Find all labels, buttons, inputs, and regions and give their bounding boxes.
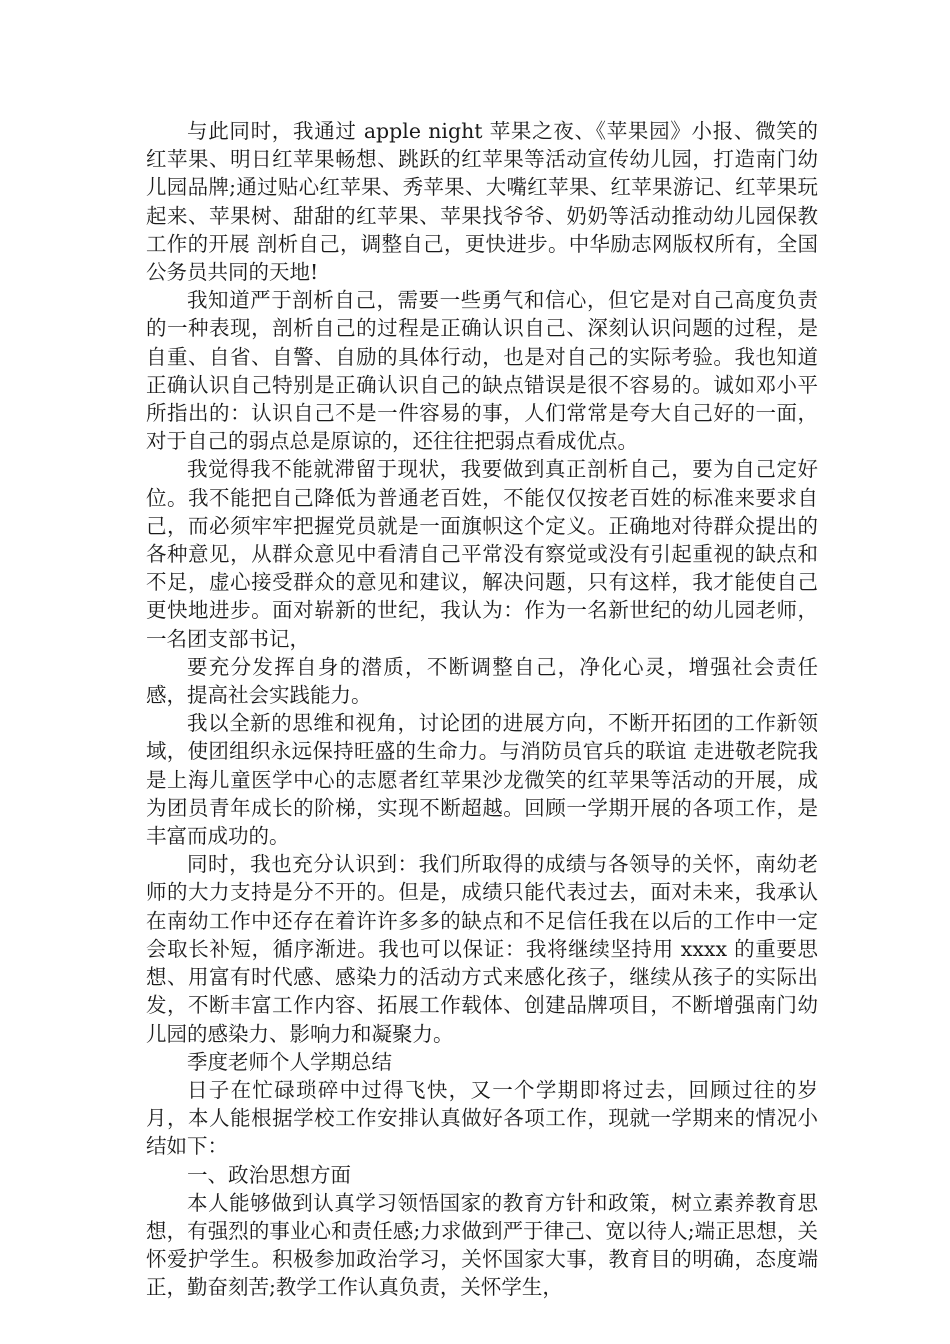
paragraph-politics: 本人能够做到认真学习领悟国家的教育方针和政策，树立素养教育思想，有强烈的事业心和责任感;力求做到严于律己、宽以待人;端正思想，关怀爱护学生。积极参加政治学习，关怀国家大事，教育目的明确，态度端正，勤奋刻苦;教学工作认真负责，关怀学生，	[146, 1190, 818, 1300]
paragraph-potential: 要充分发挥自身的潜质，不断调整自己，净化心灵，增强社会责任感，提高社会实践能力。	[146, 654, 818, 708]
paragraph-apple-activities: 与此同时，我通过 apple night 苹果之夜、《苹果园》小报、微笑的红苹果、明日红苹果畅想、跳跃的红苹果等活动宣传幼儿园，打造南门幼儿园品牌;通过贴心红苹果、秀苹果、大嘴红苹果、红苹果游记、红苹果玩起来、苹果树、甜甜的红苹果、苹果找爷爷、奶奶等活动推动幼儿园保教工作的开展 剖析自己，调整自己，更快进步。中华励志网版权所有，全国公务员共同的天地!	[146, 119, 818, 285]
paragraph-semester-intro: 日子在忙碌琐碎中过得飞快，又一个学期即将过去，回顾过往的岁月，本人能根据学校工作安排认真做好各项工作，现就一学期来的情况小结如下：	[146, 1077, 818, 1159]
paragraph-positioning: 我觉得我不能就滞留于现状，我要做到真正剖析自己，要为自己定好位。我不能把自己降低为普通老百姓，不能仅仅按老百姓的标准来要求自己，而必须牢牢把握党员就是一面旗帜这个定义。正确地对待群众提出的各种意见，从群众意见中看清自己平常没有察觉或没有引起重视的缺点和不足，虚心接受群众的意见和建议，解决问题，只有这样，我才能使自己更快地进步。面对崭新的世纪，我认为：作为一名新世纪的幼儿园老师，一名团支部书记，	[146, 457, 818, 651]
subsection-title-politics: 一、政治思想方面	[187, 1162, 351, 1187]
paragraph-league-work: 我以全新的思维和视角，讨论团的进展方向，不断开拓团的工作新领域，使团组织永远保持旺盛的生命力。与消防员官兵的联谊 走进敬老院我是上海儿童医学中心的志愿者红苹果沙龙微笑的红苹果等活动的开展，成为团员青年成长的阶梯，实现不断超越。回顾一学期开展的各项工作，是丰富而成功的。	[146, 711, 818, 849]
section-title: 季度老师个人学期总结	[187, 1049, 392, 1074]
paragraph-acknowledgement: 同时，我也充分认识到：我们所取得的成绩与各领导的关怀，南幼老师的大力支持是分不开的。但是，成绩只能代表过去，面对未来，我承认在南幼工作中还存在着许许多多的缺点和不足信任我在以后的工作中一定会取长补短，循序渐进。我也可以保证：我将继续坚持用 xxxx 的重要思想、用富有时代感、感染力的活动方式来感化孩子，继续从孩子的实际出发，不断丰富工作内容、拓展工作载体、创建品牌项目，不断增强南门幼儿园的感染力、影响力和凝聚力。	[146, 852, 818, 1046]
document-body	[146, 117, 818, 1302]
paragraph-self-analysis: 我知道严于剖析自己，需要一些勇气和信心，但它是对自己高度负责 的一种表现，剖析自己的过程是正确认识自己、深刻认识问题的过程，是自重、自省、自警、自励的具体行动，也是对自己的实际考验。我也知道正确认识自己特别是正确认识自己的缺点错误是很不容易的。诚如邓小平所指出的：认识自己不是一件容易的事，人们常常是夸大自己好的一面，对于自己的弱点总是原谅的，还往往把弱点看成优点。	[146, 288, 818, 454]
